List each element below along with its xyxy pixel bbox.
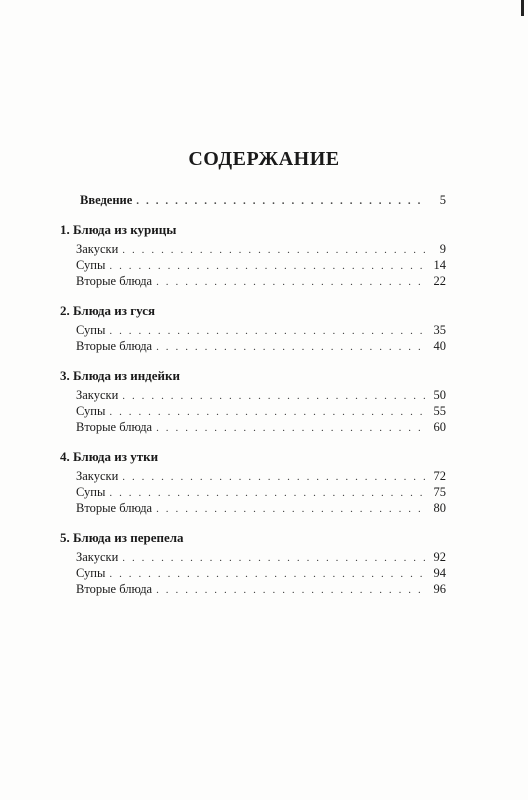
toc-entry-page: 40 — [433, 339, 446, 353]
toc-entry — [60, 484, 446, 500]
dot-leader — [156, 582, 426, 598]
toc-entry-label: Вторые блюда — [76, 501, 153, 515]
dot-leader — [156, 420, 426, 436]
toc-entry-page: 50 — [433, 388, 446, 402]
toc-entry — [60, 468, 446, 484]
dot-leader — [109, 323, 426, 339]
toc-entry — [60, 322, 446, 338]
dot-leader — [156, 339, 426, 355]
toc-entry-label: Вторые блюда — [76, 339, 153, 353]
toc-entry — [60, 500, 446, 516]
toc-entry-label: Закуски — [76, 242, 119, 256]
toc-section — [60, 301, 446, 354]
toc-entry-label: Закуски — [76, 469, 119, 483]
toc-entry — [60, 338, 446, 354]
toc-section-heading: 4. Блюда из утки — [60, 449, 159, 464]
dot-leader — [156, 274, 426, 290]
toc-entry — [60, 565, 446, 581]
dot-leader — [109, 566, 426, 582]
dot-leader — [136, 193, 426, 209]
toc-entry — [60, 257, 446, 273]
toc-entry-label: Супы — [76, 258, 106, 272]
toc-entry — [60, 419, 446, 435]
toc-section-heading: 2. Блюда из гуся — [60, 303, 156, 318]
toc-entry-label: Супы — [76, 323, 106, 337]
toc-entry-label: Супы — [76, 404, 106, 418]
dot-leader — [109, 404, 426, 420]
toc-entry-label: Закуски — [76, 388, 119, 402]
toc-entry-page: 75 — [433, 485, 446, 499]
toc-entry-page: 60 — [433, 420, 446, 434]
toc-entry-page: 94 — [433, 566, 446, 580]
dot-leader — [122, 550, 426, 566]
toc-entry — [60, 241, 446, 257]
toc-entry-page: 22 — [433, 274, 446, 288]
toc-entry-page: 9 — [439, 242, 446, 256]
toc-title: СОДЕРЖАНИЕ — [188, 148, 340, 170]
dot-leader — [122, 388, 426, 404]
dot-leader — [156, 501, 426, 517]
toc-section — [60, 528, 446, 597]
toc-entry-page: 5 — [439, 193, 446, 207]
dot-leader — [122, 469, 426, 485]
toc-entry-page: 14 — [433, 258, 446, 272]
toc-entry-intro — [60, 192, 446, 208]
toc-entry-page: 92 — [433, 550, 446, 564]
toc-section — [60, 447, 446, 516]
dot-leader — [109, 485, 426, 501]
toc-entry — [60, 387, 446, 403]
toc-entry-label: Введение — [80, 193, 133, 207]
toc-entry-label: Супы — [76, 566, 106, 580]
toc-section — [60, 220, 446, 289]
toc-entry-page: 72 — [433, 469, 446, 483]
toc-entry-page: 55 — [433, 404, 446, 418]
toc-entry — [60, 403, 446, 419]
toc-entry — [60, 549, 446, 565]
toc-entry-label: Закуски — [76, 550, 119, 564]
table-of-contents — [60, 192, 446, 597]
toc-section-heading: 3. Блюда из индейки — [60, 368, 180, 383]
toc-entry-page: 35 — [433, 323, 446, 337]
toc-entry — [60, 581, 446, 597]
toc-entry-page: 80 — [433, 501, 446, 515]
toc-entry-label: Вторые блюда — [76, 420, 153, 434]
toc-entry — [60, 273, 446, 289]
toc-section-heading: 1. Блюда из курицы — [60, 222, 177, 237]
page-edge-mark — [521, 0, 524, 16]
toc-entry-page: 96 — [433, 582, 446, 596]
toc-section-heading: 5. Блюда из перепела — [60, 530, 184, 545]
dot-leader — [109, 258, 426, 274]
toc-section — [60, 366, 446, 435]
dot-leader — [122, 242, 426, 258]
toc-entry-label: Вторые блюда — [76, 582, 153, 596]
toc-entry-label: Супы — [76, 485, 106, 499]
toc-entry-label: Вторые блюда — [76, 274, 153, 288]
